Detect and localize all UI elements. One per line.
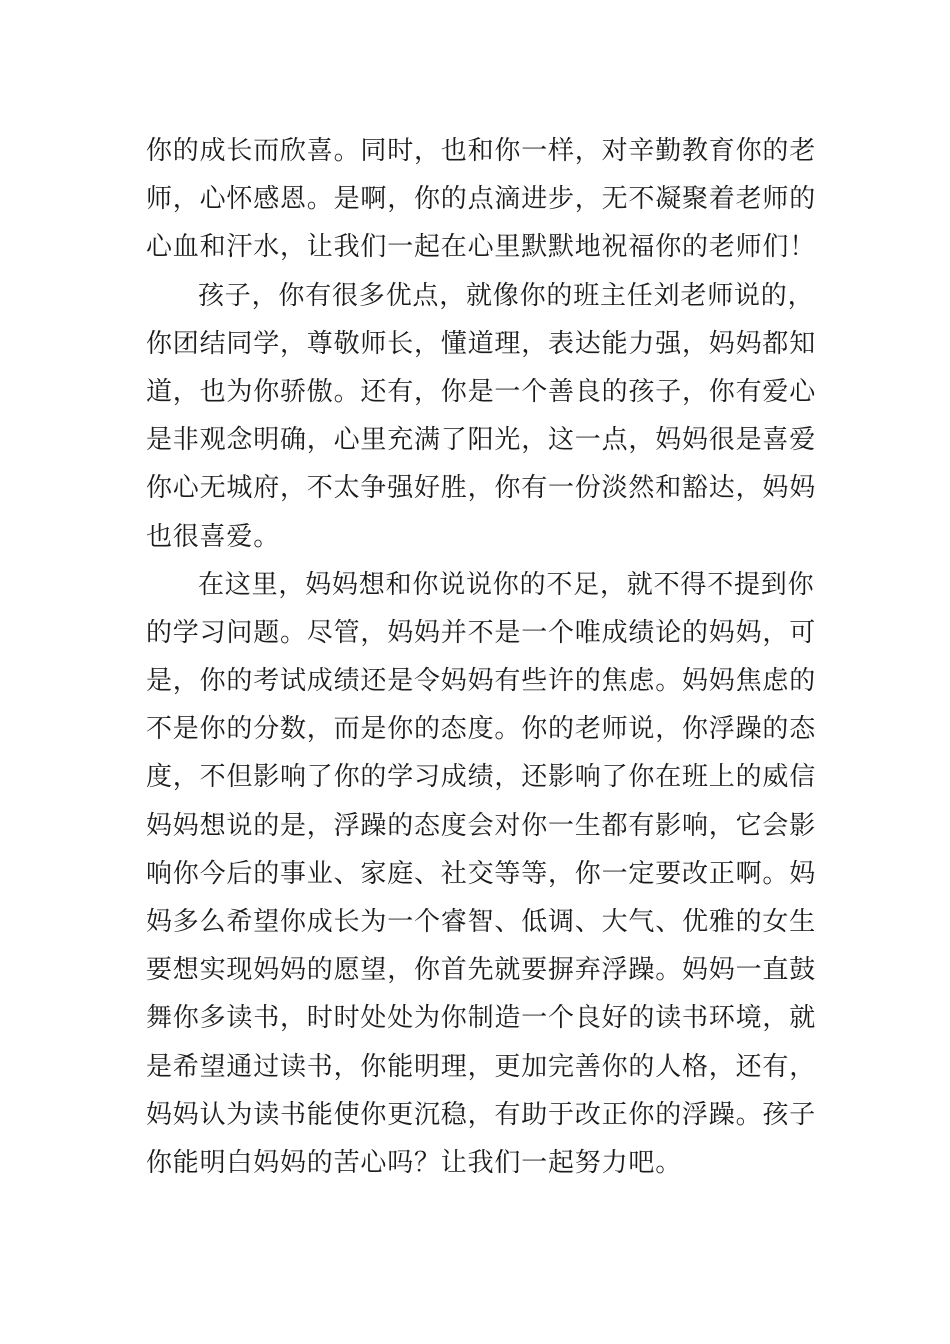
text-line: 度，不但影响了你的学习成绩，还影响了你在班上的威信 <box>146 762 817 793</box>
text-line: 是非观念明确，心里充满了阳光，这一点，妈妈很是喜爱 <box>146 425 817 456</box>
text-line: 师，心怀感恩。是啊，你的点滴进步，无不凝聚着老师的 <box>146 184 817 215</box>
text-line: 心血和汗水，让我们一起在心里默默地祝福你的老师们！ <box>146 232 817 263</box>
text-line: 你心无城府，不太争强好胜，你有一份淡然和豁达，妈妈 <box>146 473 817 504</box>
letter-body <box>146 127 817 1187</box>
text-line: 妈多么希望你成长为一个睿智、低调、大气、优雅的女生 <box>146 907 817 937</box>
paragraph-start-line: 在这里，妈妈想和你说说你的不足，就不得不提到你 <box>198 569 815 600</box>
text-line: 你的成长而欣喜。同时，也和你一样，对辛勤教育你的老 <box>146 136 817 166</box>
text-line: 的学习问题。尽管，妈妈并不是一个唯成绩论的妈妈，可 <box>146 617 817 648</box>
text-line: 妈妈想说的是，浮躁的态度会对你一生都有影响，它会影 <box>146 810 817 841</box>
text-line: 也很喜爱。 <box>146 521 281 552</box>
text-line: 道，也为你骄傲。还有，你是一个善良的孩子，你有爱心 <box>146 376 817 407</box>
text-line: 要想实现妈妈的愿望，你首先就要摒弃浮躁。妈妈一直鼓 <box>146 955 817 986</box>
text-line: 舞你多读书，时时处处为你制造一个良好的读书环境，就 <box>146 1003 817 1034</box>
text-line: 你能明白妈妈的苦心吗？让我们一起努力吧。 <box>146 1147 683 1178</box>
text-line: 不是你的分数，而是你的态度。你的老师说，你浮躁的态 <box>146 714 817 745</box>
paragraph-start-line: 孩子，你有很多优点，就像你的班主任刘老师说的， <box>198 280 815 311</box>
text-line: 是，你的考试成绩还是令妈妈有些许的焦虑。妈妈焦虑的 <box>146 666 817 697</box>
text-line: 响你今后的事业、家庭、社交等等，你一定要改正啊。妈 <box>146 858 817 889</box>
text-line: 你团结同学，尊敬师长，懂道理，表达能力强，妈妈都知 <box>146 328 817 359</box>
text-line: 是希望通过读书，你能明理，更加完善你的人格，还有， <box>146 1051 817 1082</box>
text-line: 妈妈认为读书能使你更沉稳，有助于改正你的浮躁。孩子 <box>146 1099 817 1130</box>
